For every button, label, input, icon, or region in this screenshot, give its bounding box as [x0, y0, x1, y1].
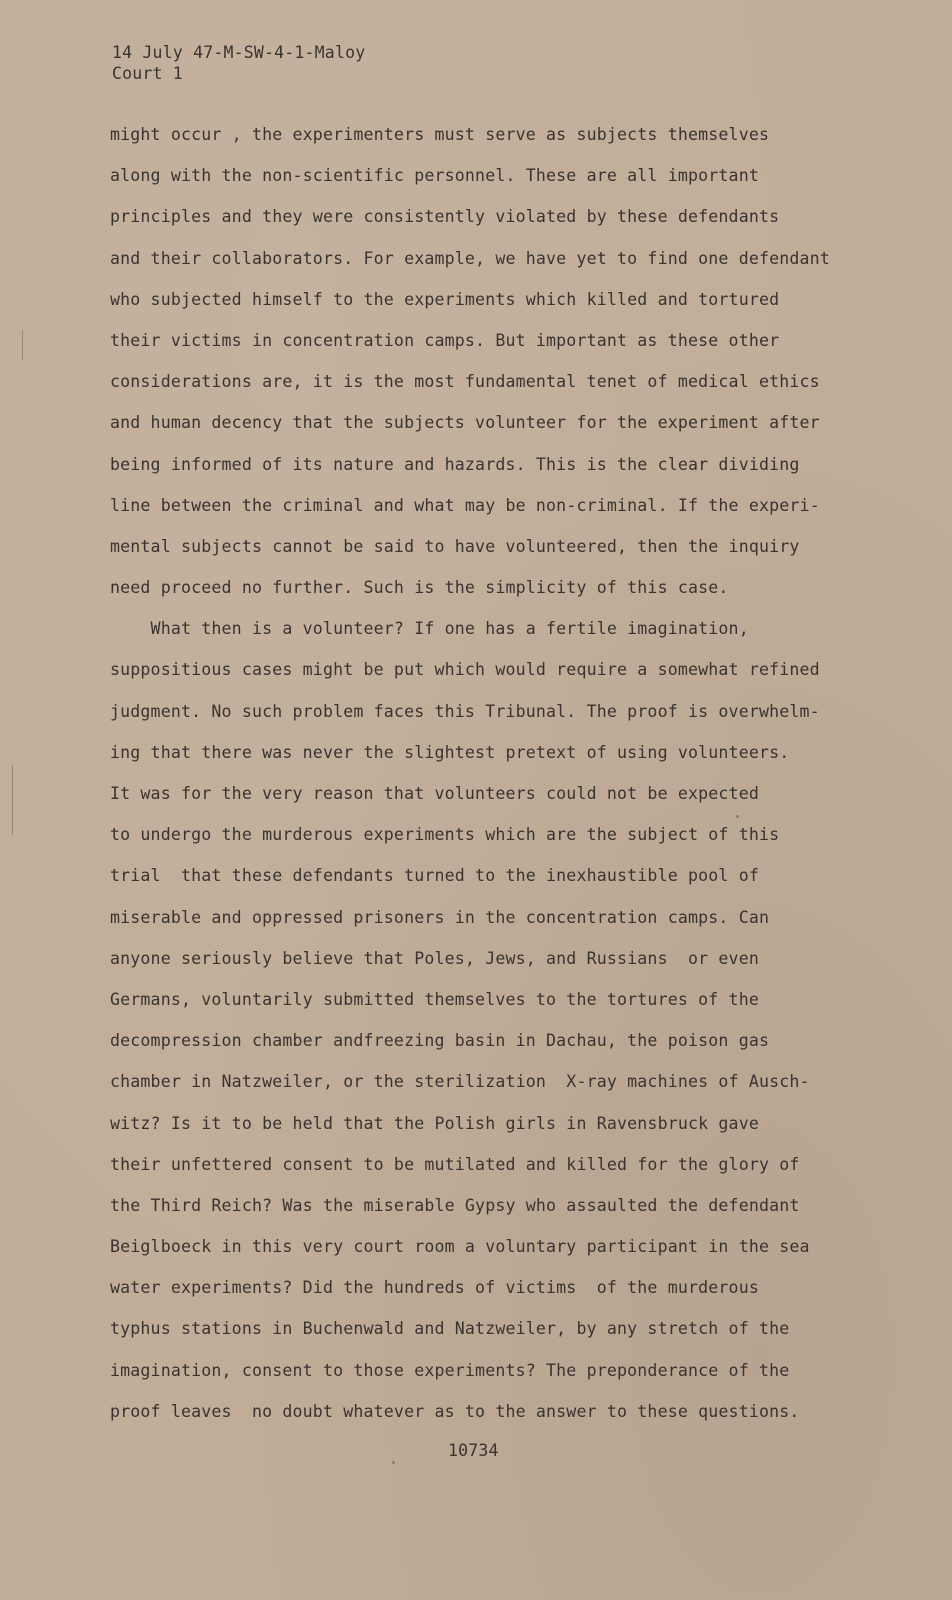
- text-line: to undergo the murderous experiments which are the subject of this: [110, 825, 780, 845]
- text-line: decompression chamber andfreezing basin in Dachau, the poison gas: [110, 1031, 770, 1051]
- text-line: chamber in Natzweiler, or the sterilization X-ray machines of Ausch-: [110, 1072, 810, 1092]
- text-line: along with the non-scientific personnel. These are all important: [110, 166, 759, 186]
- text-line: Beiglboeck in this very court room a voluntary participant in the sea: [110, 1237, 810, 1257]
- document-header: [112, 42, 365, 84]
- page-number: 10734: [448, 1441, 499, 1460]
- text-line: water experiments? Did the hundreds of victims of the murderous: [110, 1278, 759, 1298]
- text-line: witz? Is it to be held that the Polish girls in Ravensbruck gave: [110, 1113, 759, 1133]
- text-line: miserable and oppressed prisoners in the concentration camps. Can: [110, 907, 770, 927]
- text-line: need proceed no further. Such is the simplicity of this case.: [110, 578, 729, 598]
- header-session-reference: 14 July 47-M-SW-4-1-Maloy: [112, 43, 366, 62]
- text-line: anyone seriously believe that Poles, Jews, and Russians or even: [110, 948, 759, 968]
- text-line: judgment. No such problem faces this Tribunal. The proof is overwhelm-: [110, 701, 820, 721]
- text-line: their unfettered consent to be mutilated and killed for the glory of: [110, 1154, 800, 1174]
- text-line: It was for the very reason that volunteers could not be expected: [110, 784, 759, 803]
- text-line: trial that these defendants turned to the inexhaustible pool of: [110, 866, 759, 886]
- paper-speck: [392, 1461, 395, 1464]
- text-line: line between the criminal and what may be non-criminal. If the experi-: [110, 495, 820, 515]
- text-line: principles and they were consistently violated by these defendants: [110, 207, 780, 227]
- text-line: ing that there was never the slightest pretext of using volunteers.: [110, 742, 790, 762]
- text-line: mental subjects cannot be said to have volunteered, then the inquiry: [110, 536, 800, 556]
- document-body: [110, 124, 930, 1442]
- paper-speck: [736, 815, 739, 818]
- text-line: and their collaborators. For example, we have yet to find one defendant: [110, 248, 830, 268]
- text-line: typhus stations in Buchenwald and Natzweiler, by any stretch of the: [110, 1319, 790, 1339]
- header-court: Court 1: [112, 64, 183, 83]
- text-line: imagination, consent to those experiments? The preponderance of the: [110, 1360, 790, 1380]
- margin-mark: [22, 330, 23, 360]
- text-line: and human decency that the subjects volunteer for the experiment after: [110, 413, 820, 433]
- text-line: proof leaves no doubt whatever as to the answer to these questions.: [110, 1401, 800, 1421]
- text-line: their victims in concentration camps. But important as these other: [110, 330, 780, 350]
- text-line: Germans, voluntarily submitted themselves to the tortures of the: [110, 989, 759, 1009]
- text-line: who subjected himself to the experiments which killed and tortured: [110, 289, 780, 309]
- text-line: suppositious cases might be put which would require a somewhat refined: [110, 660, 820, 680]
- text-line: considerations are, it is the most fundamental tenet of medical ethics: [110, 372, 820, 392]
- text-line: the Third Reich? Was the miserable Gypsy who assaulted the defendant: [110, 1195, 800, 1215]
- text-line: being informed of its nature and hazards. This is the clear dividing: [110, 454, 800, 474]
- text-line: What then is a volunteer? If one has a fertile imagination,: [110, 619, 749, 639]
- text-line: might occur , the experimenters must serve as subjects themselves: [110, 125, 770, 144]
- margin-mark: [12, 765, 13, 835]
